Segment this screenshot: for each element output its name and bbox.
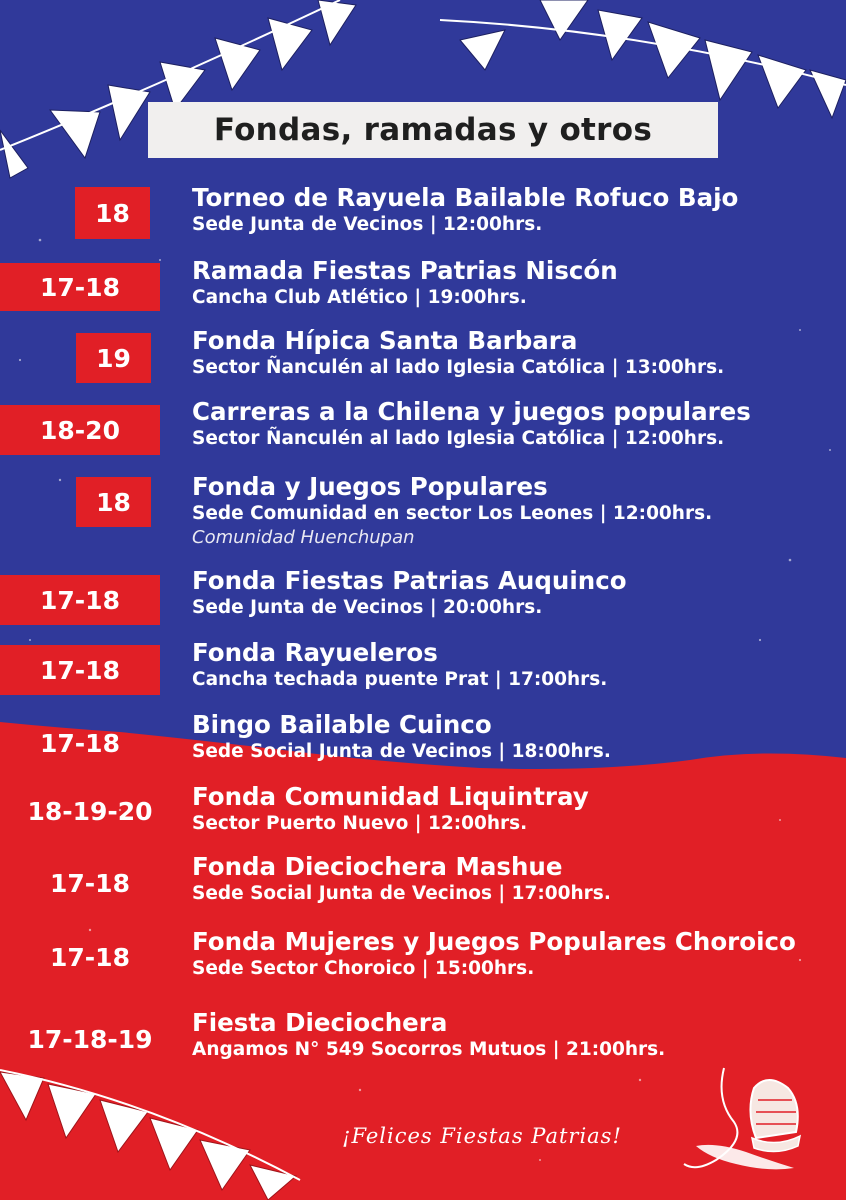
event-place: Sede Social Junta de Vecinos | 18:00hrs. [192, 741, 611, 762]
date-badge [0, 858, 180, 908]
event-name: Fonda Dieciochera Mashue [192, 852, 563, 881]
date-label: 17-18 [50, 942, 130, 972]
date-label: 18-19-20 [27, 796, 153, 826]
event-place: Cancha techada puente Prat | 17:00hrs. [192, 669, 608, 690]
rayuela-tejo-icon [676, 1060, 826, 1180]
event-name: Ramada Fiestas Patrias Niscón [192, 256, 618, 285]
event-place: Sede Junta de Vecinos | 20:00hrs. [192, 597, 543, 618]
date-badge [75, 187, 150, 239]
date-label: 17-18 [40, 272, 120, 302]
event-organizer: Comunidad Huenchupan [192, 527, 415, 548]
date-label: 17-18 [50, 868, 130, 898]
event-item [192, 256, 618, 310]
event-name: Fonda Comunidad Liquintray [192, 782, 589, 811]
event-item [192, 566, 627, 620]
event-item [192, 710, 611, 764]
event-item [192, 927, 796, 981]
date-badge [0, 263, 160, 311]
date-badge [76, 333, 151, 383]
title-banner [148, 102, 718, 158]
event-place: Angamos N° 549 Socorros Mutuos | 21:00hrs. [192, 1039, 666, 1060]
date-badge [0, 405, 160, 455]
date-label: 18 [95, 198, 130, 228]
date-badge [0, 932, 180, 982]
date-label: 17-18 [40, 655, 120, 685]
date-label: 17-18 [40, 585, 120, 615]
event-place: Sector Ñanculén al lado Iglesia Católica | 12:00hrs. [192, 428, 725, 449]
event-place: Cancha Club Atlético | 19:00hrs. [192, 287, 527, 308]
event-place: Sede Sector Choroico | 15:00hrs. [192, 958, 535, 979]
greeting-text: ¡Felices Fiestas Patrias! [342, 1124, 622, 1148]
event-place: Sector Ñanculén al lado Iglesia Católica | 13:00hrs. [192, 357, 725, 378]
date-badge [76, 477, 151, 527]
event-name: Fonda Mujeres y Juegos Populares Choroico [192, 927, 796, 956]
event-name: Bingo Bailable Cuinco [192, 710, 492, 739]
date-badge [0, 786, 180, 836]
event-item [192, 472, 712, 550]
event-item [192, 397, 751, 451]
date-badge [0, 1014, 180, 1064]
date-label: 18 [96, 487, 131, 517]
date-badge [0, 575, 160, 625]
page-title: Fondas, ramadas y otros [213, 112, 653, 148]
date-label: 18-20 [40, 415, 120, 445]
date-label: 19 [96, 343, 131, 373]
event-item [192, 326, 724, 380]
date-badge [0, 645, 160, 695]
event-place: Sector Puerto Nuevo | 12:00hrs. [192, 813, 528, 834]
event-item [192, 638, 607, 692]
event-place: Sede Junta de Vecinos | 12:00hrs. [192, 214, 543, 235]
date-badge [0, 718, 160, 768]
event-name: Fonda Rayueleros [192, 638, 438, 667]
event-item [192, 183, 738, 237]
event-name: Carreras a la Chilena y juegos populares [192, 397, 751, 426]
event-item [192, 782, 589, 836]
date-label: 17-18-19 [27, 1024, 153, 1054]
event-place: Sede Social Junta de Vecinos | 17:00hrs. [192, 883, 611, 904]
event-name: Fonda Hípica Santa Barbara [192, 326, 578, 355]
event-name: Fiesta Dieciochera [192, 1008, 448, 1037]
event-place: Sede Comunidad en sector Los Leones | 12:00hrs. [192, 503, 713, 524]
event-item [192, 1008, 665, 1062]
event-name: Fonda y Juegos Populares [192, 472, 548, 501]
date-label: 17-18 [40, 728, 120, 758]
event-item [192, 852, 611, 906]
event-name: Fonda Fiestas Patrias Auquinco [192, 566, 627, 595]
event-name: Torneo de Rayuela Bailable Rofuco Bajo [192, 183, 739, 212]
